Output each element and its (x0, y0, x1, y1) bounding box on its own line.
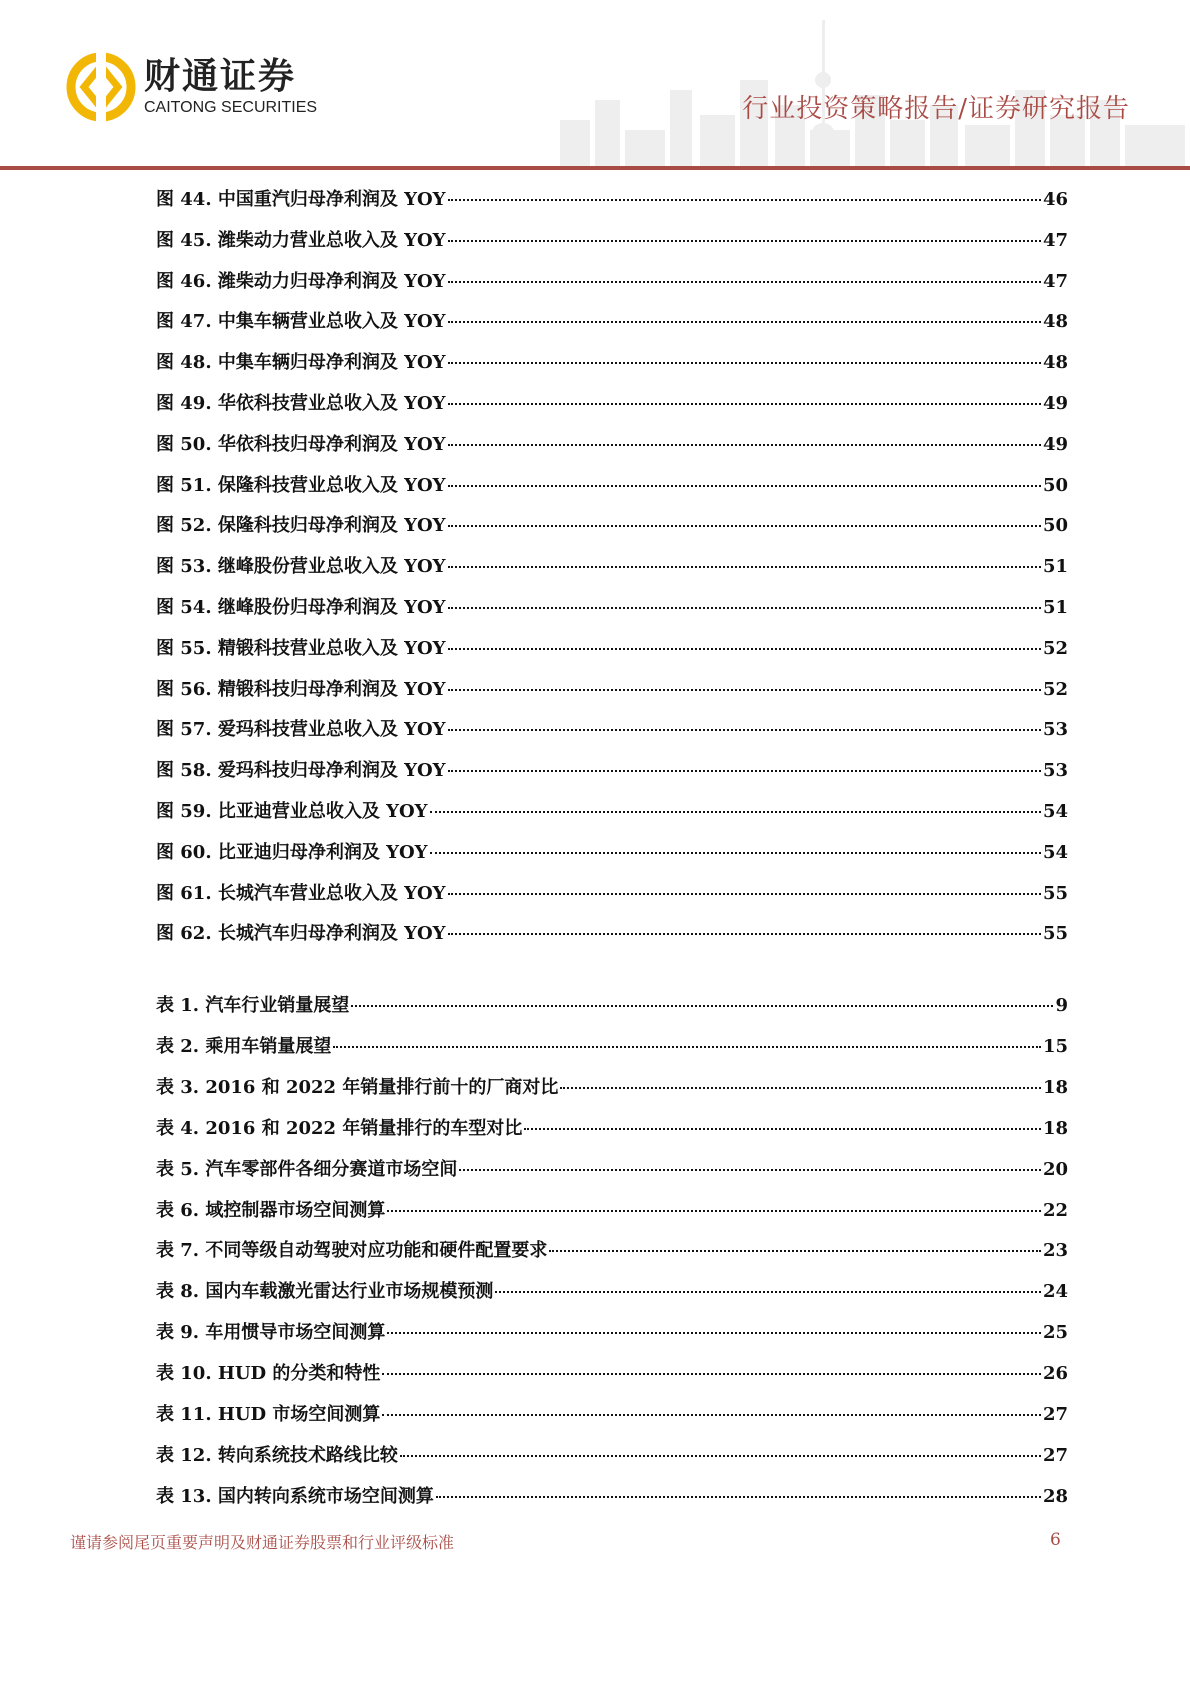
entry-page: 26 (1042, 1363, 1068, 1385)
entry-page: 49 (1042, 433, 1068, 455)
toc-figure-entry[interactable] (156, 228, 1068, 254)
entry-label: 图 60. 比亚迪归母净利润及 YOY (156, 841, 428, 863)
entry-label: 表 10. HUD 的分类和特性 (156, 1363, 381, 1385)
toc-figure-entry[interactable] (156, 350, 1068, 376)
entry-label: 图 58. 爱玛科技归母净利润及 YOY (156, 760, 446, 782)
dot-leader (448, 933, 1041, 935)
dot-leader (448, 485, 1041, 487)
entry-label: 图 44. 中国重汽归母净利润及 YOY (156, 189, 446, 210)
dot-leader (448, 199, 1041, 201)
entry-page: 54 (1042, 801, 1068, 822)
dot-leader (448, 525, 1041, 527)
dot-leader (448, 240, 1041, 242)
entry-page: 48 (1042, 311, 1068, 333)
entry-page: 51 (1042, 597, 1068, 618)
toc-figure-entry[interactable] (156, 187, 1068, 213)
entry-label: 表 3. 2016 和 2022 年销量排行前十的厂商对比 (156, 1076, 559, 1098)
dot-leader (495, 1291, 1041, 1293)
entry-label: 表 12. 转向系统技术路线比较 (156, 1444, 398, 1466)
entry-label: 图 49. 华依科技营业总收入及 YOY (156, 393, 446, 414)
toc-table-entry[interactable] (156, 1157, 1068, 1183)
entry-page: 25 (1042, 1322, 1068, 1344)
entry-page: 50 (1042, 515, 1068, 537)
toc-figure-entry[interactable] (156, 595, 1068, 621)
dot-leader (549, 1250, 1041, 1252)
logo-english-name: CAITONG SECURITIES (144, 99, 318, 116)
footer-disclaimer: 谨请参阅尾页重要声明及财通证券股票和行业评级标准 (70, 1533, 455, 1552)
entry-page: 53 (1042, 719, 1068, 741)
toc-table-entry[interactable] (156, 1484, 1068, 1510)
entry-page: 22 (1042, 1199, 1068, 1221)
entry-label: 图 45. 潍柴动力营业总收入及 YOY (156, 229, 446, 251)
entry-page: 55 (1042, 882, 1068, 904)
toc-table-entry[interactable] (156, 1116, 1068, 1142)
entry-label: 表 6. 域控制器市场空间测算 (156, 1199, 386, 1221)
entry-page: 54 (1042, 841, 1068, 863)
toc-table-entry[interactable] (156, 1034, 1068, 1060)
entry-page: 18 (1042, 1117, 1068, 1139)
entry-page: 18 (1042, 1076, 1068, 1098)
dot-leader (448, 566, 1041, 568)
dot-leader (351, 1005, 1053, 1007)
entry-label: 表 2. 乘用车销量展望 (156, 1035, 332, 1057)
entry-page: 46 (1042, 189, 1068, 210)
toc-table-entry[interactable] (156, 993, 1068, 1019)
toc-figure-entry[interactable] (156, 554, 1068, 580)
entry-page: 47 (1042, 270, 1068, 292)
toc-figure-entry[interactable] (156, 921, 1068, 947)
toc-table-entry[interactable] (156, 1402, 1068, 1428)
dot-leader (436, 1496, 1041, 1498)
dot-leader (448, 648, 1041, 650)
dot-leader (387, 1210, 1041, 1212)
toc-figure-entry[interactable] (156, 717, 1068, 743)
entry-label: 表 13. 国内转向系统市场空间测算 (156, 1485, 434, 1507)
dot-leader (448, 689, 1041, 691)
entry-page: 51 (1042, 556, 1068, 578)
entry-label: 图 52. 保隆科技归母净利润及 YOY (156, 515, 446, 537)
dot-leader (448, 321, 1041, 323)
header-divider (0, 166, 1190, 170)
entry-page: 47 (1042, 229, 1068, 251)
entry-page: 27 (1042, 1404, 1068, 1425)
entry-label: 图 51. 保隆科技营业总收入及 YOY (156, 474, 446, 496)
entry-page: 52 (1042, 678, 1068, 700)
dot-leader (448, 893, 1041, 895)
dot-leader (448, 770, 1041, 772)
entry-page: 50 (1042, 474, 1068, 496)
toc-table-entry[interactable] (156, 1443, 1068, 1469)
entry-label: 图 61. 长城汽车营业总收入及 YOY (156, 882, 446, 904)
logo-chinese-name: 财通证券 (144, 56, 297, 97)
toc-figure-entry[interactable] (156, 881, 1068, 907)
entry-label: 表 5. 汽车零部件各细分赛道市场空间 (156, 1158, 458, 1180)
logo-emblem-icon (66, 52, 136, 122)
entry-page: 28 (1042, 1485, 1068, 1507)
page-header (0, 0, 1190, 172)
entry-page: 15 (1042, 1035, 1068, 1057)
report-type-title: 行业投资策略报告/证券研究报告 (742, 94, 1130, 124)
dot-leader (333, 1046, 1041, 1048)
toc-table-entry[interactable] (156, 1279, 1068, 1305)
toc-table-entry[interactable] (156, 1238, 1068, 1264)
toc-figure-entry[interactable] (156, 840, 1068, 866)
entry-label: 图 47. 中集车辆营业总收入及 YOY (156, 311, 446, 333)
page-number: 6 (1050, 1530, 1061, 1550)
entry-page: 23 (1042, 1240, 1068, 1262)
toc-figure-entry[interactable] (156, 432, 1068, 458)
company-logo (66, 52, 317, 122)
toc-table-entry[interactable] (156, 1198, 1068, 1224)
entry-page: 24 (1042, 1281, 1068, 1303)
entry-page: 55 (1042, 923, 1068, 945)
dot-leader (560, 1087, 1041, 1089)
dot-leader (400, 1455, 1041, 1457)
entry-label: 图 46. 潍柴动力归母净利润及 YOY (156, 270, 446, 292)
entry-label: 图 53. 继峰股份营业总收入及 YOY (156, 556, 446, 578)
entry-label: 表 11. HUD 市场空间测算 (156, 1404, 381, 1425)
dot-leader (524, 1128, 1041, 1130)
toc-figure-entry[interactable] (156, 391, 1068, 417)
dot-leader (448, 607, 1041, 609)
entry-page: 48 (1042, 352, 1068, 374)
entry-label: 表 9. 车用惯导市场空间测算 (156, 1322, 386, 1344)
toc-figure-entry[interactable] (156, 677, 1068, 703)
entry-label: 表 4. 2016 和 2022 年销量排行的车型对比 (156, 1117, 523, 1139)
toc-figure-entry[interactable] (156, 513, 1068, 539)
dot-leader (387, 1332, 1041, 1334)
toc-table-entry[interactable] (156, 1075, 1068, 1101)
entry-label: 图 57. 爱玛科技营业总收入及 YOY (156, 719, 446, 741)
toc-table-entry[interactable] (156, 1320, 1068, 1346)
entry-page: 52 (1042, 637, 1068, 659)
entry-label: 图 59. 比亚迪营业总收入及 YOY (156, 801, 428, 822)
entry-label: 图 56. 精锻科技归母净利润及 YOY (156, 678, 446, 700)
dot-leader (430, 811, 1041, 813)
toc-table-entry[interactable] (156, 1361, 1068, 1387)
dot-leader (448, 362, 1041, 364)
entry-label: 表 8. 国内车载激光雷达行业市场规模预测 (156, 1281, 494, 1303)
entry-label: 图 54. 继峰股份归母净利润及 YOY (156, 597, 446, 618)
dot-leader (448, 444, 1041, 446)
entry-page: 20 (1042, 1158, 1068, 1180)
entry-page: 9 (1055, 995, 1068, 1016)
toc-figure-entry[interactable] (156, 636, 1068, 662)
dot-leader (448, 729, 1041, 731)
entry-label: 表 7. 不同等级自动驾驶对应功能和硬件配置要求 (156, 1240, 548, 1262)
entry-label: 图 62. 长城汽车归母净利润及 YOY (156, 923, 446, 945)
entry-label: 图 55. 精锻科技营业总收入及 YOY (156, 637, 446, 659)
entry-page: 49 (1042, 393, 1068, 414)
dot-leader (448, 403, 1041, 405)
dot-leader (459, 1169, 1041, 1171)
toc-figure-entry[interactable] (156, 799, 1068, 825)
entry-label: 表 1. 汽车行业销量展望 (156, 995, 350, 1016)
dot-leader (430, 852, 1041, 854)
entry-label: 图 50. 华依科技归母净利润及 YOY (156, 433, 446, 455)
dot-leader (382, 1373, 1041, 1375)
toc-figure-entry[interactable] (156, 269, 1068, 295)
dot-leader (382, 1414, 1041, 1416)
toc-figure-entry[interactable] (156, 473, 1068, 499)
toc-figure-entry[interactable] (156, 758, 1068, 784)
toc-figure-entry[interactable] (156, 309, 1068, 335)
entry-page: 53 (1042, 760, 1068, 782)
dot-leader (448, 281, 1041, 283)
entry-label: 图 48. 中集车辆归母净利润及 YOY (156, 352, 446, 374)
entry-page: 27 (1042, 1444, 1068, 1466)
